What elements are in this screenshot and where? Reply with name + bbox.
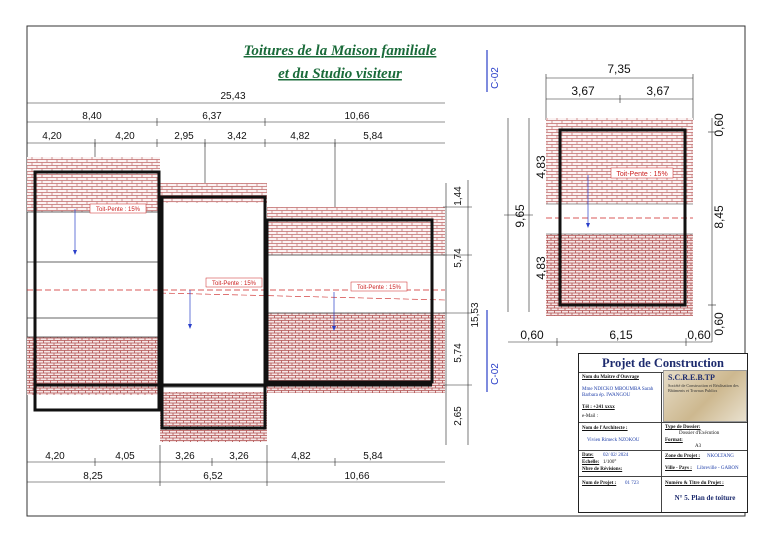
date-value: 02/ 02/ 2024: [603, 453, 629, 458]
studio-dim-bot-1: 6,15: [609, 328, 633, 342]
architect-label: Nom de l'Architecte :: [582, 426, 628, 431]
dim-bot-r2-1: 6,52: [203, 471, 223, 482]
studio-dim-bot-0: 0,60: [520, 328, 544, 342]
roof-hatch-areas: [27, 157, 445, 442]
dim-left-r2-2: 2,95: [174, 131, 194, 142]
studio-dim-right-2: 0,60: [712, 312, 726, 336]
studio-dim-right-1: 8,45: [712, 205, 726, 229]
plan-title: N° 5. Plan de toiture: [674, 494, 736, 502]
architect-value: Vivien Rimeck NZOKOU: [587, 438, 640, 443]
company-name: S.C.R.E.B.TP: [668, 373, 715, 382]
dim-bot-r1-1: 4,05: [115, 451, 135, 462]
svg-text:Toit-Pente : 15%: Toit-Pente : 15%: [616, 171, 668, 178]
scale-label: Echelle:: [582, 460, 600, 465]
dim-left-r2-4: 4,82: [290, 131, 310, 142]
city-value: Libreville - GABON: [697, 466, 739, 471]
dossier-label: Type de Dossier:: [665, 425, 701, 430]
svg-text:Toit-Pente : 15%: Toit-Pente : 15%: [95, 207, 141, 213]
company-logo: [663, 370, 747, 422]
dim-bot-r1-0: 4,20: [45, 451, 65, 462]
dim-bot-r1-3: 3,26: [229, 451, 249, 462]
dim-left-r2-5: 5,84: [363, 131, 383, 142]
dim-bot-r1-5: 5,84: [363, 451, 383, 462]
studio-dim-right-0: 0,60: [712, 113, 726, 137]
email-text: e-Mail :: [582, 414, 598, 419]
owner-label: Nom du Maître d'Ouvrage: [582, 375, 639, 380]
section-marker-top: [487, 50, 501, 92]
dim-bot-r2-0: 8,25: [83, 471, 103, 482]
tel-text: Tél : +241 xxxx: [582, 405, 615, 410]
studio-dim-total: 7,35: [607, 62, 631, 76]
dim-bot-r1-4: 4,82: [291, 451, 311, 462]
dim-left-r1-0: 8,40: [82, 111, 102, 122]
studio-dim-left-1: 9,65: [513, 204, 527, 228]
dim-side-1: 5,74: [453, 248, 464, 268]
left-plan-side-dims: [443, 180, 472, 445]
ridge-line-2: [160, 293, 445, 300]
studio-dim-bot-2: 0,60: [687, 328, 711, 342]
zone-label: Zone du Projet :: [665, 454, 701, 459]
format-label: Format:: [665, 438, 683, 443]
dim-side-3: 5,74: [453, 343, 464, 363]
svg-text:Toit-Pente : 15%: Toit-Pente : 15%: [356, 285, 402, 291]
dim-bot-r2-2: 10,66: [344, 471, 370, 482]
company-subtitle: Société de Construction et Réalisation des Bâtiments et Travaux Publics: [668, 383, 739, 393]
studio-dim-r1-0: 3,67: [571, 84, 595, 98]
title-block-heading: Projet de Construction: [602, 356, 724, 370]
dim-left-r2-1: 4,20: [115, 131, 135, 142]
drawing-title-line2: et du Studio visiteur: [278, 66, 402, 82]
scale-value: 1/100°: [603, 460, 617, 465]
svg-text:Toit-Pente : 15%: Toit-Pente : 15%: [211, 281, 257, 287]
owner-value: Mme NDICKO MBOUMBA Sarah Barbara ép. IWANGOU: [582, 387, 654, 398]
dim-bot-r1-2: 3,26: [175, 451, 195, 462]
svg-text:C-02: C-02: [490, 67, 501, 89]
dim-left-r1-2: 10,66: [344, 111, 370, 122]
svg-text:C-02: C-02: [490, 363, 501, 385]
slope-label-2: [188, 278, 262, 329]
date-label: Date:: [582, 453, 594, 458]
dim-left-r2-3: 3,42: [227, 131, 247, 142]
dim-left-r1-1: 6,37: [202, 111, 222, 122]
plan-label: Numéro & Titre du Projet :: [665, 481, 724, 486]
dossier-value: Dossier d'Exécution: [679, 431, 720, 436]
project-no-value: 01 723: [625, 481, 639, 486]
dim-side-2: 15,53: [470, 302, 481, 328]
format-value: A3: [695, 444, 702, 449]
studio-dim-left-2: 4,83: [534, 256, 548, 280]
drawing-title-line1: Toitures de la Maison familiale: [243, 43, 437, 59]
dim-left-r2-0: 4,20: [42, 131, 62, 142]
studio-dim-r1-1: 3,67: [646, 84, 670, 98]
section-marker-bottom: [487, 310, 501, 392]
city-label: Ville - Pays :: [665, 466, 692, 471]
title-block: [578, 353, 748, 513]
revisions-label: Nbre de Révisions:: [582, 467, 623, 472]
dim-side-0: 1,44: [453, 186, 464, 206]
zone-value: NKOLTANG: [707, 454, 734, 459]
project-no-label: Num de Projet :: [582, 481, 617, 486]
studio-dim-left-0: 4,83: [534, 155, 548, 179]
dim-total-left: 25,43: [220, 91, 246, 102]
dim-side-4: 2,65: [453, 406, 464, 426]
